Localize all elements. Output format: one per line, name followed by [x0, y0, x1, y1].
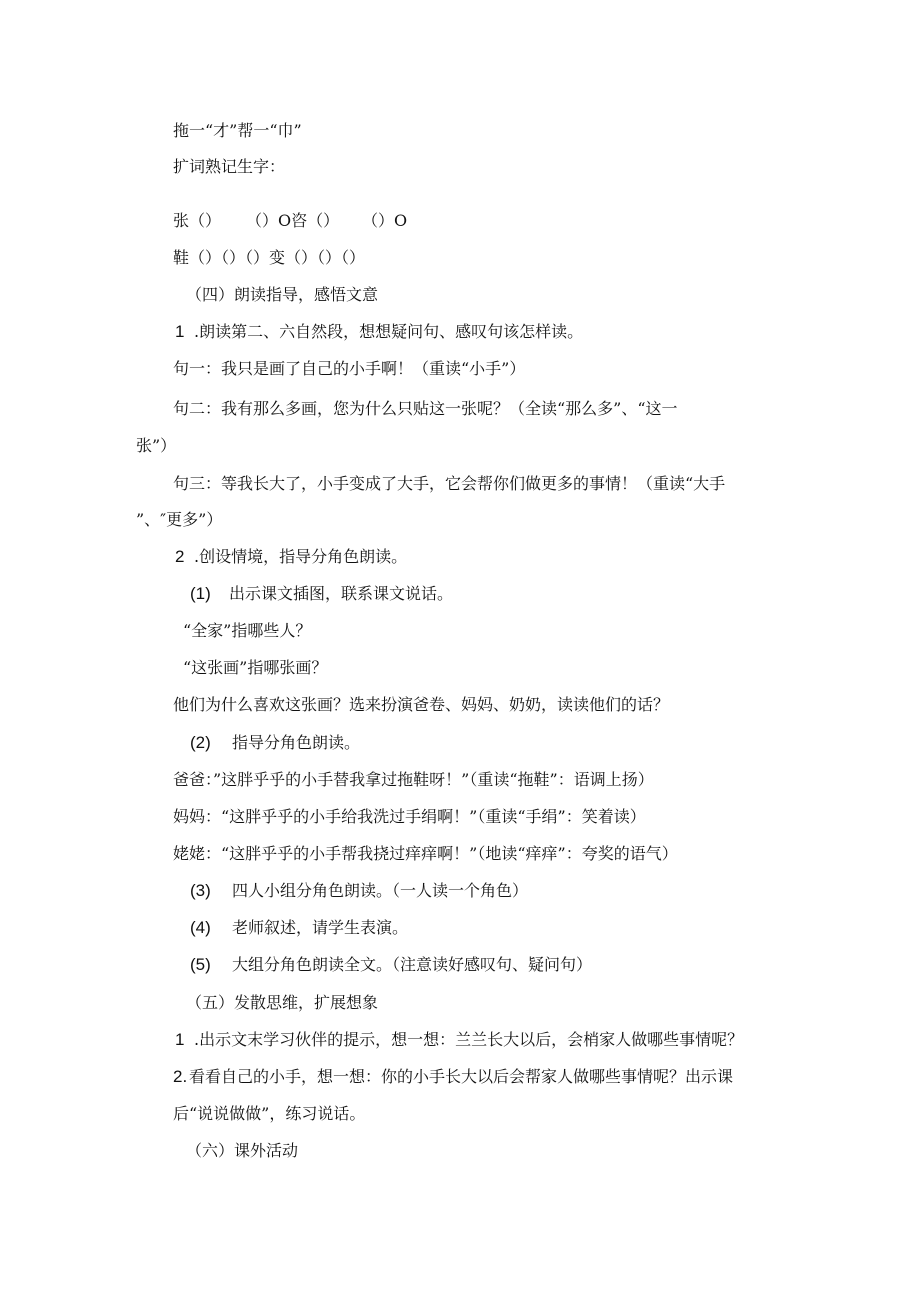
text-line: 妈妈：“这胖乎乎的小手给我洗过手绢啊！”（重读“手绢”：笑着读）	[173, 807, 646, 826]
fill-in-blank: （）O咨（）	[246, 211, 340, 230]
item-number: 1	[175, 322, 185, 341]
item-number: (4)	[190, 918, 211, 937]
text-line: 四人小组分角色朗读。（一人读一个角色）	[232, 881, 529, 900]
text-line: 出示课文插图，联系课文说话。	[229, 584, 454, 603]
fill-in-blank: 鞋（）（）（）变（）（）（）	[173, 248, 366, 267]
text-line: 姥姥：“这胖乎乎的小手帮我挠过痒痒啊！”（地读“痒痒”：夸奖的语气）	[173, 844, 678, 863]
section-heading: （五）发散思维，扩展想象	[186, 993, 379, 1012]
text-line: 爸爸：”这胖乎乎的小手替我拿过拖鞋呀！”（重读“拖鞋”：语调上扬）	[173, 770, 654, 789]
item-number: (1)	[190, 584, 211, 603]
item-number: 2	[175, 547, 185, 566]
section-heading: （六）课外活动	[186, 1141, 299, 1160]
item-number: (5)	[190, 955, 211, 974]
section-label: 扩词熟记生字：	[173, 157, 286, 176]
text-line: “这张画”指哪张画？	[183, 658, 328, 677]
item-number: (2)	[190, 733, 211, 752]
text-line: 指导分角色朗读。	[232, 733, 361, 752]
text-line: 句三：等我长大了，小手变成了大手，它会帮你们做更多的事情！（重读“大手	[173, 474, 726, 493]
item-number: (3)	[190, 881, 211, 900]
text-line: 大组分角色朗读全文。（注意读好感叹句、疑问句）	[232, 955, 593, 974]
text-line: .创设情境，指导分角色朗读。	[194, 547, 408, 566]
text-line: .朗读第二、六自然段，想想疑问句、感叹句该怎样读。	[194, 322, 584, 341]
section-heading: （四）朗读指导，感悟文意	[186, 285, 379, 304]
text-line: 句二：我有那么多画，您为什么只贴这一张呢？（全读“那么多”、“这一	[173, 399, 678, 418]
text-line: .出示文末学习伙伴的提示，想一想：兰兰长大以后，会梢家人做哪些事情呢？	[194, 1030, 744, 1049]
fill-in-blank: （）O	[362, 211, 408, 230]
text-line: ”、″更多”）	[136, 510, 223, 529]
item-number: 2.	[173, 1067, 188, 1086]
text-line: 看看自己的小手，想一想：你的小手长大以后会帮家人做哪些事情呢？出示课	[189, 1067, 734, 1086]
fill-in-blank: 张（）	[173, 211, 222, 230]
text-line: 后“说说做做”，练习说话。	[173, 1104, 366, 1123]
text-line: 他们为什么喜欢这张画？选来扮演爸卷、妈妈、奶奶，读读他们的话？	[173, 695, 670, 714]
text-line: 老师叙述，请学生表演。	[232, 918, 409, 937]
text-line: 拖一“才”帮一“巾”	[173, 121, 302, 140]
text-line: 句一：我只是画了自己的小手啊！（重读“小手”）	[173, 359, 526, 378]
item-number: 1	[175, 1030, 185, 1049]
text-line: “全家”指哪些人？	[183, 621, 312, 640]
text-line: 张”）	[136, 436, 177, 455]
